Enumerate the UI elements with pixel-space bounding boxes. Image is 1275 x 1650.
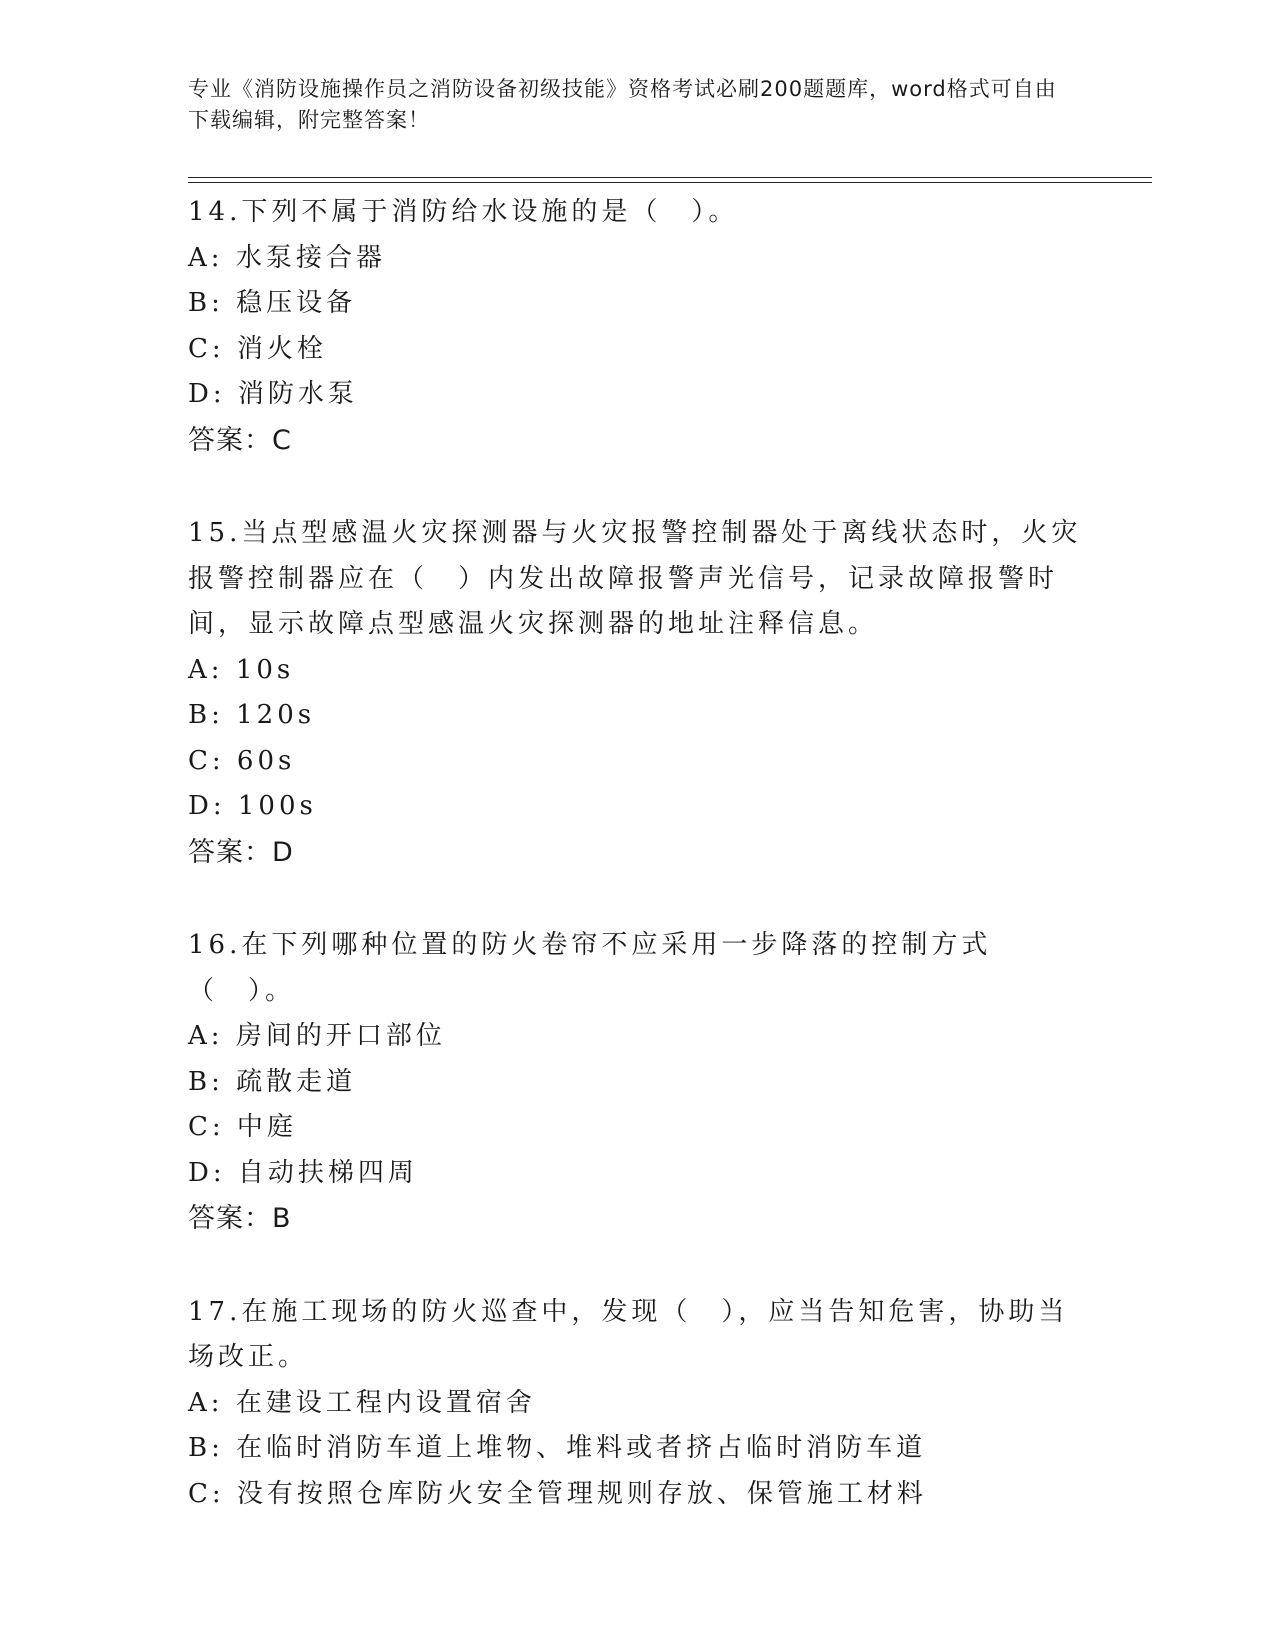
option-text: 水泵接合器 xyxy=(235,242,386,273)
option-d xyxy=(188,372,1088,418)
question-text: 17.在施工现场的防火巡查中，发现（ ），应当告知危害，协助当场改正。 xyxy=(188,1296,1069,1372)
option-letter: C: xyxy=(188,1478,225,1509)
option-text: 120s xyxy=(236,700,316,730)
option-b xyxy=(188,1060,1088,1106)
option-d xyxy=(188,784,1088,830)
question-17 xyxy=(188,1290,1088,1518)
option-text: 自动扶梯四周 xyxy=(237,1157,418,1188)
option-text: 中庭 xyxy=(236,1112,297,1142)
option-c xyxy=(188,327,1088,373)
option-text: 60s xyxy=(236,745,296,776)
answer-line: 答案：D xyxy=(188,836,294,868)
option-text: 在临时消防车道上堆物、堆料或者挤占临时消防车道 xyxy=(236,1433,927,1463)
option-letter: D: xyxy=(188,791,226,821)
option-b xyxy=(188,693,1088,739)
option-c xyxy=(188,739,1088,785)
answer-line: 答案：B xyxy=(188,1203,292,1234)
option-letter: D: xyxy=(188,1157,226,1188)
option-text: 在建设工程内设置宿舍 xyxy=(235,1387,536,1418)
option-d xyxy=(188,1151,1088,1197)
option-c xyxy=(188,1105,1088,1151)
question-text: 15.当点型感温火灾探测器与火灾报警控制器处于离线状态时，火灾报警控制器应在（ ）内发出故障报警声光信号，记录故障报警时间，显示故障点型感温火灾探测器的地址注释信息。 xyxy=(188,518,1082,639)
option-text: 疏散走道 xyxy=(236,1066,357,1097)
option-text: 房间的开口部位 xyxy=(235,1021,446,1051)
option-letter: C: xyxy=(188,1112,225,1142)
option-b xyxy=(188,1426,1088,1472)
option-text: 10s xyxy=(235,654,295,685)
option-letter: C: xyxy=(188,745,225,776)
option-a xyxy=(188,1381,1088,1427)
option-text: 100s xyxy=(237,791,317,821)
option-letter: A: xyxy=(188,1021,224,1051)
option-letter: D: xyxy=(188,379,226,409)
option-letter: B: xyxy=(188,1066,224,1097)
option-text: 消防水泵 xyxy=(237,379,358,409)
option-a xyxy=(188,236,1088,282)
option-letter: B: xyxy=(188,1433,224,1463)
question-14 xyxy=(188,190,1088,463)
header-divider-bottom xyxy=(188,182,1152,183)
option-letter: B: xyxy=(188,700,224,730)
option-letter: A: xyxy=(188,1387,224,1418)
option-c xyxy=(188,1472,1088,1518)
document-header: 专业《消防设施操作员之消防设备初级技能》资格考试必刷200题题库，word格式可自由下载编辑，附完整答案！ xyxy=(188,77,1057,132)
option-letter: A: xyxy=(188,654,224,685)
option-text: 稳压设备 xyxy=(236,288,357,318)
question-text: 14.下列不属于消防给水设施的是（ ）。 xyxy=(188,197,739,227)
option-letter: A: xyxy=(188,242,224,273)
option-text: 消火栓 xyxy=(236,333,327,364)
option-letter: C: xyxy=(188,333,225,364)
question-text: 16.在下列哪种位置的防火卷帘不应采用一步降落的控制方式（ ）。 xyxy=(188,930,992,1006)
question-list xyxy=(188,190,1088,1565)
option-a xyxy=(188,648,1088,694)
question-16 xyxy=(188,923,1088,1242)
option-b xyxy=(188,281,1088,327)
option-text: 没有按照仓库防火安全管理规则存放、保管施工材料 xyxy=(236,1478,927,1509)
header-divider-top xyxy=(188,177,1152,178)
question-15 xyxy=(188,511,1088,875)
answer-line: 答案：C xyxy=(188,424,292,456)
option-a xyxy=(188,1014,1088,1060)
option-letter: B: xyxy=(188,288,224,318)
